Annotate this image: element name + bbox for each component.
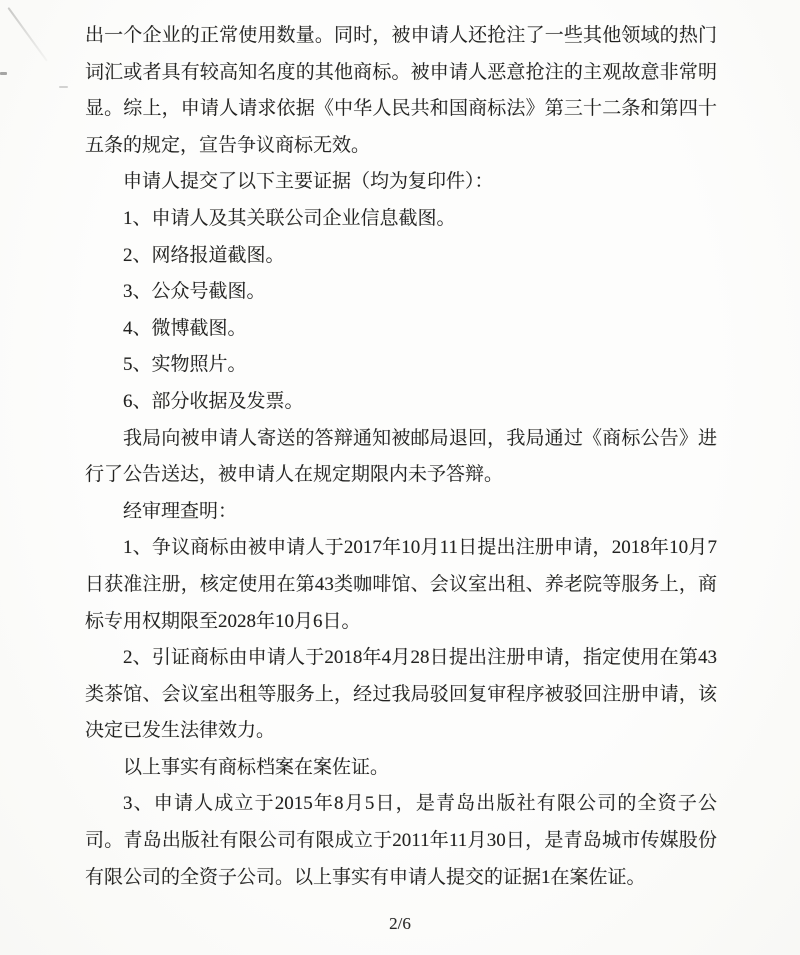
scan-artifact-edge-dash	[0, 72, 7, 75]
page-number: 2/6	[389, 914, 411, 933]
document-body	[85, 18, 717, 896]
list-item-line: 3、公众号截图。	[123, 281, 266, 303]
scan-artifact-diagonal-line	[7, 7, 47, 62]
text-line: 有限公司的全资子公司。以上事实有申请人提交的证据1在案佐证。	[85, 866, 646, 888]
scan-artifact-edge-smudge	[59, 86, 68, 88]
list-item-line: 5、实物照片。	[123, 354, 247, 376]
text-line: 标专用权期限至2028年10月6日。	[85, 610, 361, 632]
list-item-line: 6、部分收据及发票。	[123, 390, 304, 412]
text-line: 1、争议商标由被申请人于2017年10月11日提出注册申请，2018年10月7	[123, 537, 717, 559]
list-item-line: 4、微博截图。	[123, 317, 247, 339]
text-line: 以上事实有商标档案在案佐证。	[123, 756, 390, 778]
text-line: 申请人提交了以下主要证据（均为复印件）：	[123, 171, 494, 193]
list-item-line: 1、申请人及其关联公司企业信息截图。	[123, 207, 456, 229]
text-line: 2、引证商标由申请人于2018年4月28日提出注册申请，指定使用在第43	[123, 647, 717, 669]
text-line: 司。青岛出版社有限公司有限成立于2011年11月30日，是青岛城市传媒股份	[85, 830, 717, 852]
text-line: 词汇或者具有较高知名度的其他商标。被申请人恶意抢注的主观故意非常明	[85, 61, 717, 83]
text-line: 日获准注册，核定使用在第43类咖啡馆、会议室出租、养老院等服务上，商	[85, 573, 717, 595]
list-item-line: 2、网络报道截图。	[123, 244, 285, 266]
text-line: 显。综上，申请人请求依据《中华人民共和国商标法》第三十二条和第四十	[85, 98, 717, 120]
text-line: 类茶馆、会议室出租等服务上，经过我局驳回复审程序被驳回注册申请，该	[85, 683, 717, 705]
text-line: 我局向被申请人寄送的答辩通知被邮局退回，我局通过《商标公告》进	[123, 427, 717, 449]
text-line: 3、申请人成立于2015年8月5日，是青岛出版社有限公司的全资子公	[123, 793, 717, 815]
text-line: 五条的规定，宣告争议商标无效。	[85, 134, 371, 156]
text-line: 经审理查明：	[123, 500, 238, 522]
text-line: 行了公告送达，被申请人在规定期限内未予答辩。	[85, 464, 504, 486]
text-line: 出一个企业的正常使用数量。同时，被申请人还抢注了一些其他领域的热门	[85, 25, 717, 46]
text-line: 决定已发生法律效力。	[85, 720, 276, 742]
